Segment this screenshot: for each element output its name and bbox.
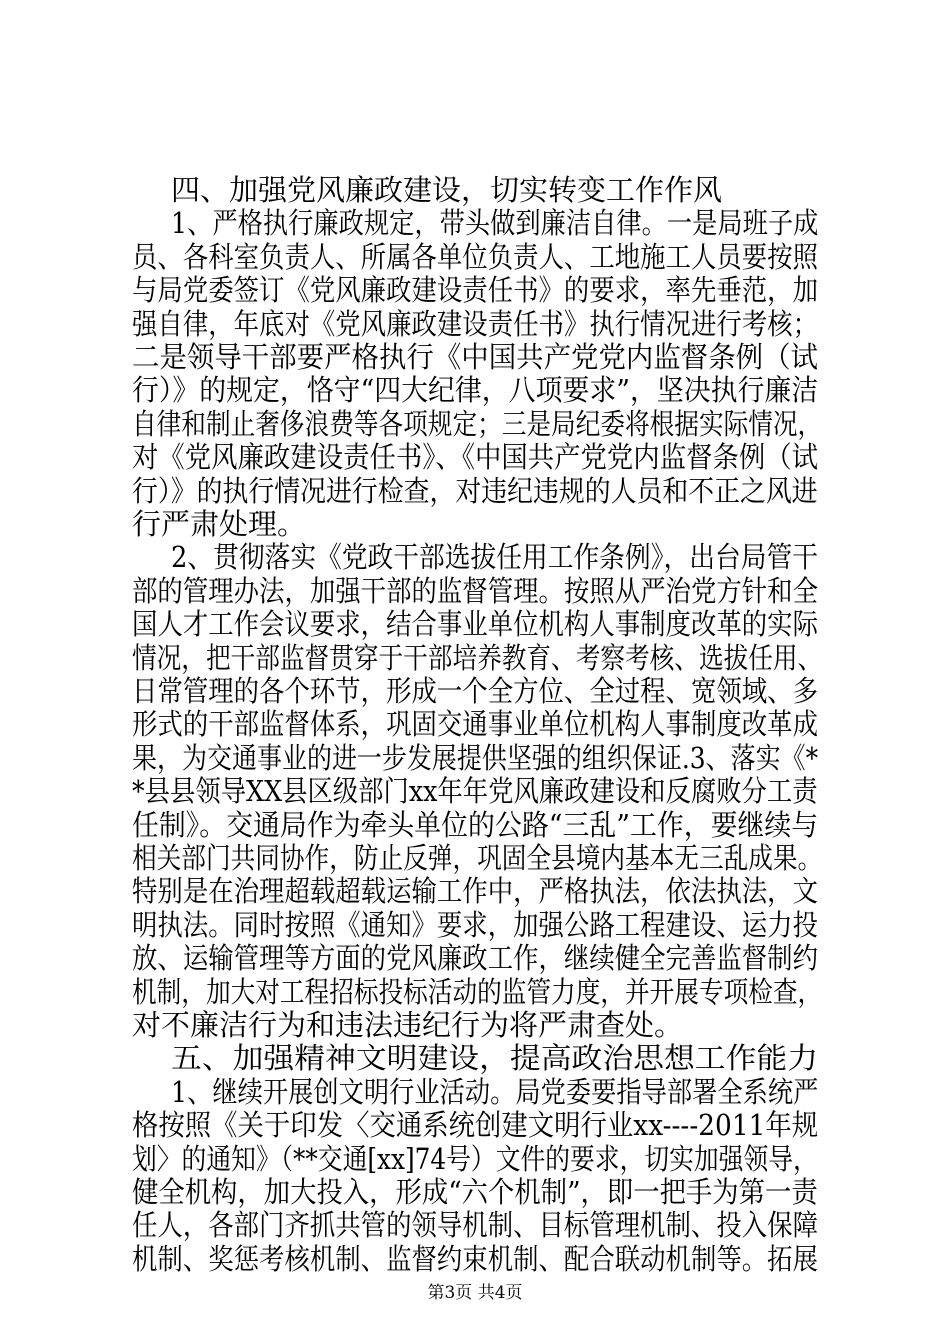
section-heading-4: 四、加强党风廉政建设，切实转变工作作风 [171, 173, 723, 207]
paragraph-line: 划〉的通知》（**交通[xx]74号）文件的要求，切实加强领导， [132, 1142, 818, 1176]
paragraph-line: 日常管理的各个环节，形成一个全方位、全过程、宽领域、多 [132, 674, 819, 708]
paragraph-line: 任人，各部门齐抓共管的领导机制、目标管理机制、投入保障 [132, 1208, 819, 1242]
paragraph-line: 二是领导干部要严格执行《中国共产党党内监督条例（试 [132, 340, 819, 374]
paragraph-line: 明执法。同时按照《通知》要求，加强公路工程建设、运力投 [132, 908, 819, 942]
section-heading-5: 五、加强精神文明建设，提高政治思想工作能力 [171, 1041, 819, 1075]
paragraph-line: 放、运输管理等方面的党风廉政工作，继续健全完善监督制约 [132, 941, 819, 975]
paragraph-line: 员、各科室负责人、所属各单位负责人、工地施工人员要按照 [132, 240, 819, 274]
paragraph-line: 行）》的规定，恪守“四大纪律，八项要求”，坚决执行廉洁 [132, 373, 819, 407]
paragraph-line: 国人才工作会议要求，结合事业单位机构人事制度改革的实际 [132, 607, 819, 641]
paragraph-line: *县县领导XX县区级部门xx年年党风廉政建设和反腐败分工责 [132, 774, 818, 808]
paragraph-line: 行严肃处理。 [132, 507, 307, 541]
paragraph-line: 健全机构，加大投入，形成“六个机制”，即一把手为第一责 [132, 1175, 818, 1209]
paragraph-line: 1、严格执行廉政规定，带头做到廉洁自律。一是局班子成 [171, 206, 819, 240]
paragraph-line: 2、贯彻落实《党政干部选拔任用工作条例》，出台局管干 [171, 540, 818, 574]
paragraph-line: 1、继续开展创文明行业活动。局党委要指导部署全系统严 [171, 1075, 819, 1109]
page-footer: 第3页 共4页 [427, 1283, 523, 1303]
paragraph-line: 对不廉洁行为和违法违纪行为将严肃查处。 [132, 1008, 684, 1042]
paragraph-line: 与局党委签订《党风廉政建设责任书》的要求，率先垂范，加 [132, 273, 819, 307]
paragraph-line: 机制、奖惩考核机制、监督约束机制、配合联动机制等。拓展 [132, 1242, 819, 1276]
paragraph-line: 行）》的执行情况进行检查，对违纪违规的人员和不正之风进 [132, 474, 818, 508]
paragraph-line: 任制》。交通局作为牵头单位的公路“三乱”工作，要继续与 [132, 808, 819, 842]
paragraph-line: 特别是在治理超载超载运输工作中，严格执法，依法执法，文 [132, 874, 819, 908]
paragraph-line: 形式的干部监督体系，巩固交通事业单位机构人事制度改革成 [132, 707, 819, 741]
paragraph-line: 机制，加大对工程招标投标活动的监管力度，并开展专项检查， [132, 975, 823, 1009]
paragraph-line: 对《党风廉政建设责任书》、《中国共产党党内监督条例（试 [132, 440, 819, 474]
paragraph-line: 格按照《关于印发〈交通系统创建文明行业xx----2011年规 [132, 1108, 819, 1142]
paragraph-line: 自律和制止奢侈浪费等各项规定；三是局纪委将根据实际情况， [132, 407, 823, 441]
paragraph-line: 相关部门共同协作，防止反弹，巩固全县境内基本无三乱成果。 [132, 841, 823, 875]
paragraph-line: 果，为交通事业的进一步发展提供坚强的组织保证.3、落实《* [132, 741, 819, 775]
paragraph-line: 情况，把干部监督贯穿于干部培养教育、考察考核、选拔任用、 [132, 641, 823, 675]
paragraph-line: 部的管理办法，加强干部的监督管理。按照从严治党方针和全 [132, 574, 819, 608]
paragraph-line: 强自律，年底对《党风廉政建设责任书》执行情况进行考核； [132, 307, 819, 341]
